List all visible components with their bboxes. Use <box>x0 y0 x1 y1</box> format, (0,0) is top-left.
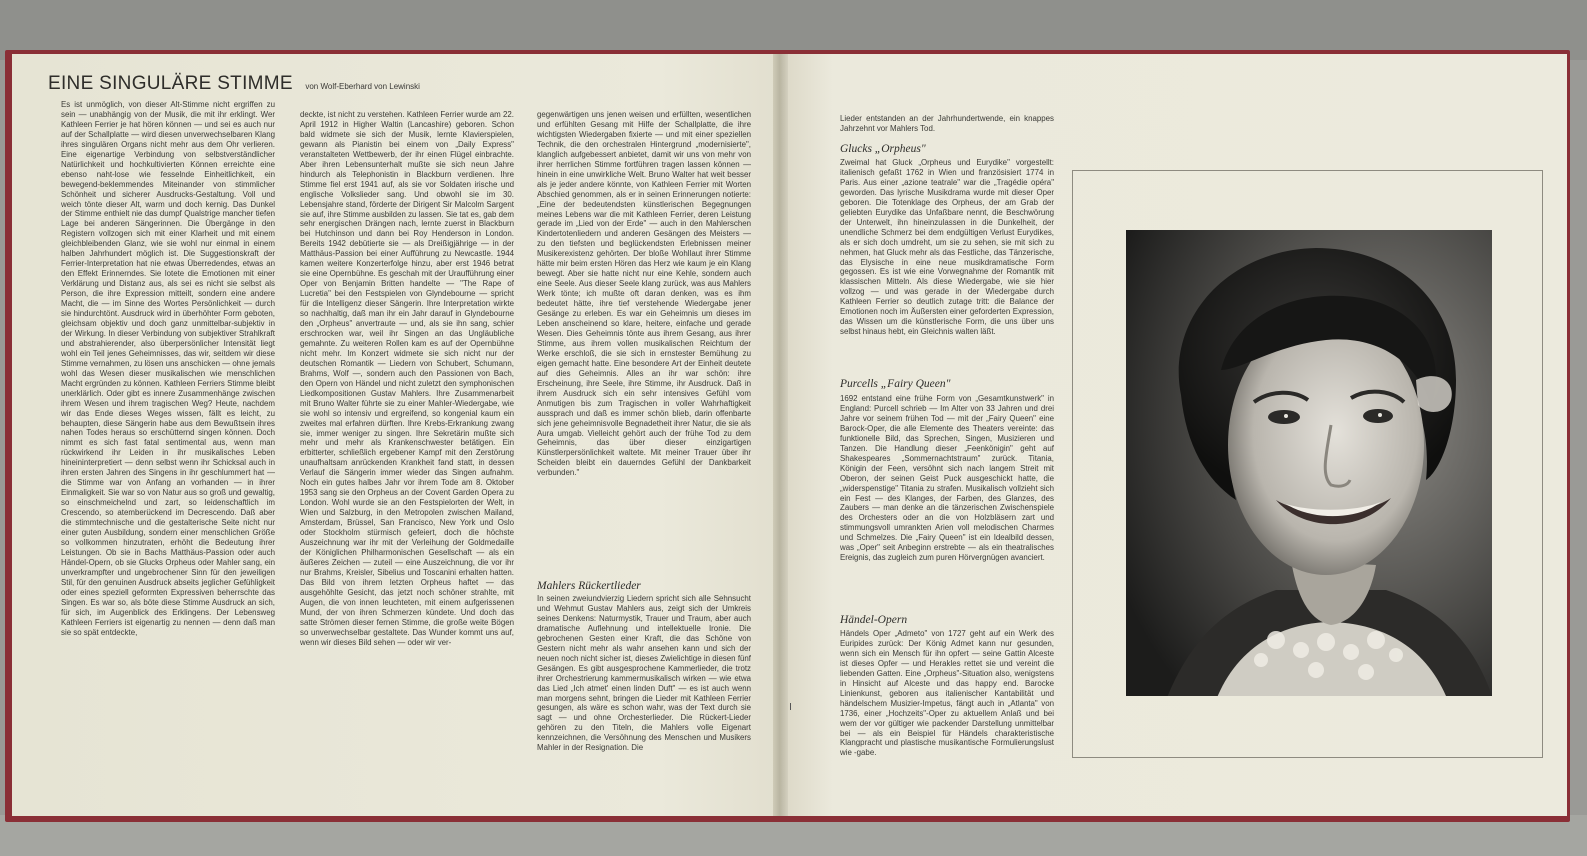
portrait-photo <box>1126 230 1492 696</box>
text-column-3 <box>537 110 751 574</box>
column-3-text: gegenwärtigen uns jenen weisen und erfüllten, wesentlichen und erfühlten Gesang mit Hilfe der Schallplatte, die ihre wichtigsten Wiedergaben fixierte — und mit einer speziellen Technik, die den orchestralen Hintergrund „modernisierte", klanglich aufgebessert anbietet, damit wir uns von mehr von ihrer herrlichen Stimme fortführen tragen lassen können — hinein in eine unwirkliche Welt. Bruno Walter hat weit besser als je jeder andere könnte, von Kathleen Ferrier mit Worten Abschied genommen, als er in seinen Erinnerungen notierte: „Eine der bedeutendsten künstlerischen Begegnungen meines Lebens war die mit Kathleen Ferrier, deren Leistung gerade im „Lied von der Erde" — auch in den Mahlerschen Kindertotenliedern und anderen Gesängen des Meisters — zu den tiefsten und beglückendsten Erlebnissen meiner Musikerexistenz gehörten. Der bloße Wohllaut ihrer Stimme hätte mir beim ersten Hören das Herz wie kaum je ein Klang bewegt. Aber sie hatte nicht nur eine Kehle, sondern auch eine Seele. Aus dieser Seele klang zurück, was aus Mahlers Werk tönte; ich mußte oft daran denken, was es ihm bedeutet hätte, ihre tief verstehende Wiedergabe jener Gesänge zu erleben. Es war ein Geheimnis um dieses im Leben anscheinend so klare, heitere, einfache und gerade Wesen. Dies Geheimnis tönte aus ihrem Gesang, aus ihrer Stimme, aus ihrem vollen musikalischen Reichtum der Werke erschloß, die sie sich in ernstester Bemühung zu eigen gemacht hatte. Eine besondere Art der Einheit deutete auf dies Geheimnis. Alles an ihr war schön: ihre Erscheinung, ihre Seele, ihre Stimme, ihr Ausdruck. Daß in ihrem Ausdruck sich ein sehr intensives Gefühl vom Anmutigen bis zum Tragischen in voller Wahrhaftigkeit aussprach und daß es immer schön blieb, darin offenbarte sich jene geheimnisvolle Begnadetheit ihrer Natur, die sie als Aura umgab. Vielleicht gehört auch der frühe Tod zu dem Geheimnis, das über dieser einzigartigen Künstlerpersönlichkeit waltete. Mit meiner Trauer über ihr Scheiden bleibt ein dauerndes Gefühl der Dankbarkeit verbunden." <box>537 110 751 478</box>
section-heading-mahler: Mahlers Rückertlieder <box>537 580 641 592</box>
text-column-4-haendel <box>840 629 1054 779</box>
section-heading-purcell: Purcells „Fairy Queen" <box>840 378 951 390</box>
text-column-4-gluck <box>840 158 1054 378</box>
column-4-text: Lieder entstanden an der Jahrhundertwende, ein knappes Jahrzehnt vor Mahlers Tod. <box>840 114 1054 133</box>
column-2-text: deckte, ist nicht zu verstehen. Kathleen Ferrier wurde am 22. April 1912 in Higher Waltin (Lancashire) geboren. Schon bald widmete sie sich der Musik, lernte Klavierspielen, gewann als Pianistin bei einem von „Daily Express" veranstalteten Wettbewerb, der ihr einen Flügel einbrachte. Aber ihren Lebensunterhalt mußte sie sich neun Jahre hindurch als Telephonistin in Blackburn verdienen. Ihre Stimme fiel erst 1941 auf, als sie vor Soldaten irische und englische Volkslieder sang. Und obwohl sie im 30. Lebensjahre stand, förderte der Dirigent Sir Malcolm Sargent sie auf, ihre Stimme ausbilden zu lassen. Sie tat es, gab dem sehr energischen Drängen nach, lernte zuerst in Blackburn bei Hutchinson und dann bei Roy Henderson in London. Bereits 1942 debütierte sie — als Dreißigjährige — in der Matthäus-Passion bei einer Aufführung zu Newcastle. 1944 kamen weitere Konzerterfolge hinzu, aber erst 1946 betrat sie eine Opernbühne. Es geschah mit der Uraufführung einer Oper von Benjamin Britten handelte — "The Rape of Lucretia" bei den Festspielen von Glyndebourne — spricht für die Intelligenz dieser Sängerin. Ihre Interpretation wirkte so nachhaltig, daß man ihr ein Jahr darauf in Glyndebourne den „Orpheus" anvertraute — und, als sie ihn sang, schier erschrocken war, weil ihr Singen an das Ungläubliche gemahnte. Zu weiteren Rollen kam es auf der Opernbühne nicht mehr. Im Konzert widmete sie sich nicht nur der deutschen Romantik — Liedern von Schubert, Schumann, Brahms, Wolf —, sondern auch den Passionen von Bach, den Opern von Händel und nicht zuletzt den symphonischen Liedkompositionen Gustav Mahlers. Ihre Zusammenarbeit mit Bruno Walter führte sie zu einer Mahler-Wiedergabe, wie sie wohl so intensiv und ergreifend, so kongenial kaum ein zweites mal erfahren dürften. Ihre Krebs-Erkrankung zwang sie, immer weniger zu singen. Ihre Sekretärin mußte sich mehr und mehr als Krankenschwester betätigen. Ein erbitterter, schließlich ergebener Kampf mit den Zerstörung unaufhaltsam anrückenden Krankheit fand statt, in dessen Verlauf die Sängerin immer wieder das Singen aufnahm. Noch ein gutes halbes Jahr vor ihrem Tode am 8. Oktober 1953 sang sie den Orpheus an der Covent Garden Opera zu London. Wohl wurde sie an den Festspielorten der Welt, in Wien und Salzburg, in den Metropolen zwischen Mailand, Amsterdam, Brüssel, San Francisco, New York und Oslo oder Stockholm stürmisch gefeiert, doch die höchste Auszeichnung war ihr mit der Verleihung der Goldmedaille der Königlichen Philharmonischen Gesellschaft — als ein äußeres Zeichen — zuteil — eine Auszeichnung, die vor ihr nur Brahms, Kreisler, Sibelius und Toscanini erhalten hatten. Das Bild von ihrem letzten Orpheus haftet — das ausgehöhlte Gesicht, das jetzt noch schöner strahlte, mit Augen, die von innen leuchteten, mit einem aufgerissenen Mund, der von ihren Schmerzen kündete. Und doch das satte Strömen dieser fernen Stimme, die große weite Bögen so unverwechselbar gestaltete. Das Wunder kommt uns auf, wenn wir dieses Bild sehen — oder wir ver- <box>300 110 514 647</box>
portrait-illustration <box>1126 230 1492 696</box>
article-title: EINE SINGULÄRE STIMME <box>48 73 293 94</box>
section-heading-gluck: Glucks „Orpheus" <box>840 143 926 155</box>
text-column-3-mahler <box>537 594 751 776</box>
text-column-4-purcell <box>840 394 1054 606</box>
section-heading-haendel: Händel-Opern <box>840 614 908 626</box>
text-column-2 <box>300 110 514 776</box>
column-4c-text: Händels Oper „Admeto" von 1727 geht auf ein Werk des Euripides zurück: Der König Admet kann nur gesunden, wenn sich ein Mensch für ihn opfert — seine Gattin Alceste ist dieses Opfer — und Herakles rettet sie und vereint die liebenden Gatten. Eine „Orpheus"-Situation also, wenigstens in Hinsicht auf Alceste und das happy end. Barocke Linienkunst, geboren aus italienischer Kantabilität und händelschem Musizier-Impetus, fängt auch in „Atlanta" von 1736, einer „Hochzeits"-Oper zu aktuellem Anlaß und bei wem der vor gültiger wie packender Darstellung unmittelbar bei — als ein Beispiel für Händels charakteristische Klangpracht und plastische musikantische Formulierungslust wie -gabe. <box>840 629 1054 758</box>
column-4b-text: 1692 entstand eine frühe Form von „Gesamtkunstwerk" in England: Purcell schrieb — Im Alter von 33 Jahren und drei Jahre vor seinem frühen Tod — mit der „Fairy Queen" eine Barock-Oper, die alle Elemente des Theaters vereinte: das funktionelle Bild, das Sprechen, Singen, Musizieren und Tanzen. Die Handlung dieser „Feenkönigin" geht auf Shakespeares „Sommernachtstraum" zurück. Titania, Königin der Feen, versöhnt sich nach langem Streit mit Oberon, der seinen Geist Puck ausgeschickt hatte, die „widerspenstige" Titania zu strafen. Musikalisch vollzieht sich ein Fest — des Klanges, der Farben, des Glanzes, des Zaubers — man denke an die tänzerischen Zwischenspiele des Orchesters oder an die von Holzbläsern zart und stimmungsvoll umrankten Arien voll melodischen Charmes und Schmelzes. Die „Fairy Queen" ist ein Idealbild dessen, was „Oper" seit Anbeginn erstrebte — als ein theatralisches Ereignis, das zugleich zum puren Hörvergnügen avanciert. <box>840 394 1054 563</box>
column-1-text: Es ist unmöglich, von dieser Alt-Stimme nicht ergriffen zu sein — unabhängig von der Musik, die mit ihr erklingt. Wer Kathleen Ferrier je hat hören können — und sei es auch nur auf der Schallplatte — wird diesen unverwechselbaren Klang ihres singulären Organs nicht mehr aus dem Ohr verlieren. Eine eigenartige Verbindung von selbstverständlicher Natürlichkeit und hochkultivierten Können erreichte eine ebenso naht-lose wie fesselnde Einheitlichkeit, ein bewegend-beklemmendes Miteinander von stimmlicher Schönheit und sicherer Ausdrucks-Gestaltung. Voll und weich tönte dieser Alt, warm und doch kernig. Das Dunkel der Stimme enthielt nie das dumpf Qualstrige mancher tiefen Lage bei anderen Sängerinnen. Die Übergänge in den Registern vollzogen sich mit einer Klarheit und mit einem gleichbleibenden Glanz, wie sie wohl nur einmal in einem halben Jahrhundert möglich ist. Die Suggestionskraft der Ferrier-Interpretation hat nie etwas Überredendes, etwas an den Effekt Erinnerndes. Sie lotete die Emotionen mit einer Verklärung und Distanz aus, als sei es nicht sie selbst als Person, die ihre Expression mitteilt, sondern eine andere Macht, die — im Sinne des Wortes Persönlichkeit — durch sie hindurchtönt. Ausdruck wird in überhöhter Form geboten, gleichsam objektiv und doch ganz unmittelbar-subjektiv in der Wirkung. In dieser Verbindung von subjektiver Strahlkraft und abstrahierender, also überpersönlicher Intensität liegt wohl ein Teil jenes Geheimnisses, das wir, seitdem wir diese Stimme vernahmen, zu lösen uns anschicken — ohne jemals wohl das Wesen dieser musikalischen wie menschlichen Macht ergründen zu können. Kathleen Ferriers Stimme bleibt unerklärlich. Oder gibt es innere Zusammenhänge zwischen ihrem Wesen und ihrem tragischen Weg? Heute, nachdem wir das Ende dieses Weges wissen, fällt es leicht, zu behaupten, diese Sängerin habe aus dem Bewußtsein ihres nahen Todes heraus so erschütternd singen können. Doch nimmt es sich fast fatal sentimental aus, wenn man rückwirkend ihr Leiden in ihr musikalisches Leben hineininterpretiert — denn selbst wenn ihr Schicksal auch in ihren ersten Jahren des Singens in ihr geschlummert hat — die Stimme war von Anfang an vorhanden — in ihrer Einmaligkeit. Sie war so von Natur aus so groß und gewaltig, so einschmeichelnd und zart, so leidenschaftlich im Crescendo, so atemberückend im Decrescendo. Daß aber die stimmtechnische und die gestalterische Seite nicht nur einer guten Ausbildung, sondern einer menschlichen Größe so vollkommen hinzutraten, erhöht die Bedeutung ihrer Leistungen. Ob sie in Bachs Matthäus-Passion oder auch Händel-Opern, ob sie Glucks Orpheus oder Mahler sang, ein unverkrampfter und ungebrochener Sinn für den jeweiligen Stil, für den genuinen Ausdruck abseits jeglicher Gefühligkeit oder eines speziell geformten Expressiven beherrschte das Singen. Es war so, als böte diese Stimme Ausdruck an sich, für sich, im Augenblick des Erklingens. Der Lebensweg Kathleen Ferriers ist eigenartig zu nennen — denn daß man sie so spät entdeckte, <box>61 100 275 637</box>
text-column-4-intro <box>840 114 1054 136</box>
margin-mark <box>790 703 791 710</box>
column-3b-text: In seinen zweiundvierzig Liedern spricht sich alle Sehnsucht und Wehmut Gustav Mahlers aus, zeigt sich der Umkreis seines Denkens: Naturmystik, Trauer und Traum, aber auch dramatische Auflehnung und intellektuelle Ironie. Die gebrochenen Gesten einer Kraft, die das Schöne von Gestern nicht mehr als wahr ansehen kann und sich der neuen noch nicht sicher ist, dieses Zwielichtige in diesen fünf Gesängen. Es gibt ausgesprochene Kammerlieder, die trotz ihrer Orchestrierung kammermusikalisch wirken — wie etwa das Lied „Ich atmet' einen linden Duft" — es ist auch wenn man morgens sehnt, bringen die Lieder mit Kathleen Ferrier gesungen, als wäre es schon wahr, was der Text durch sie sagt — und ohne Orchesterlieder. Die Rückert-Lieder gehören zu den Titeln, die Mahlers volle Eigenart kennzeichnen, die Versöhnung des Menschen und Musikers Mahler in der Resignation. Die <box>537 594 751 753</box>
column-4a-text: Zweimal hat Gluck „Orpheus und Eurydike" vorgestellt: italienisch gefaßt 1762 in Wien und französisiert 1774 in Paris. Aus einer „azione teatrale" war die „Tragédie opéra" geworden. Das lyrische Musikdrama wurde mit dieser Oper geboren. Die Totenklage des Orpheus, der am Grab der geliebten Eurydike das Unfaßbare nennt, die Beschwörung der Unterwelt, ihn hineinzulassen in die Dunkelheit, der unendliche Schmerz bei dem endgültigen Verlust Eurydikes, als er sich doch umdreht, um sie zu sehen, sie mit sich zu nehmen, hat Gluck mehr als das Festliche, das Tänzerische, das Elysische in eine neue musikdramatische Form gegossen. Es ist wie eine Vorwegnahme der Romantik mit klassischen Mitteln. Als diese Wiedergabe, wie sie hier vollzog — und was gerade in der Wiedergabe durch Kathleen Ferrier so deutlich zutage tritt: die Balance der Emotionen noch im Äußersten einer geforderten Expression, das Wissen um die künstlerische Form, die uns über uns selbst hinaus hebt, ein Gleichnis walten läßt. <box>840 158 1054 337</box>
center-gutter <box>773 54 788 816</box>
article-byline: von Wolf-Eberhard von Lewinski <box>305 82 420 91</box>
text-column-1 <box>61 100 275 776</box>
article-heading <box>48 73 420 95</box>
